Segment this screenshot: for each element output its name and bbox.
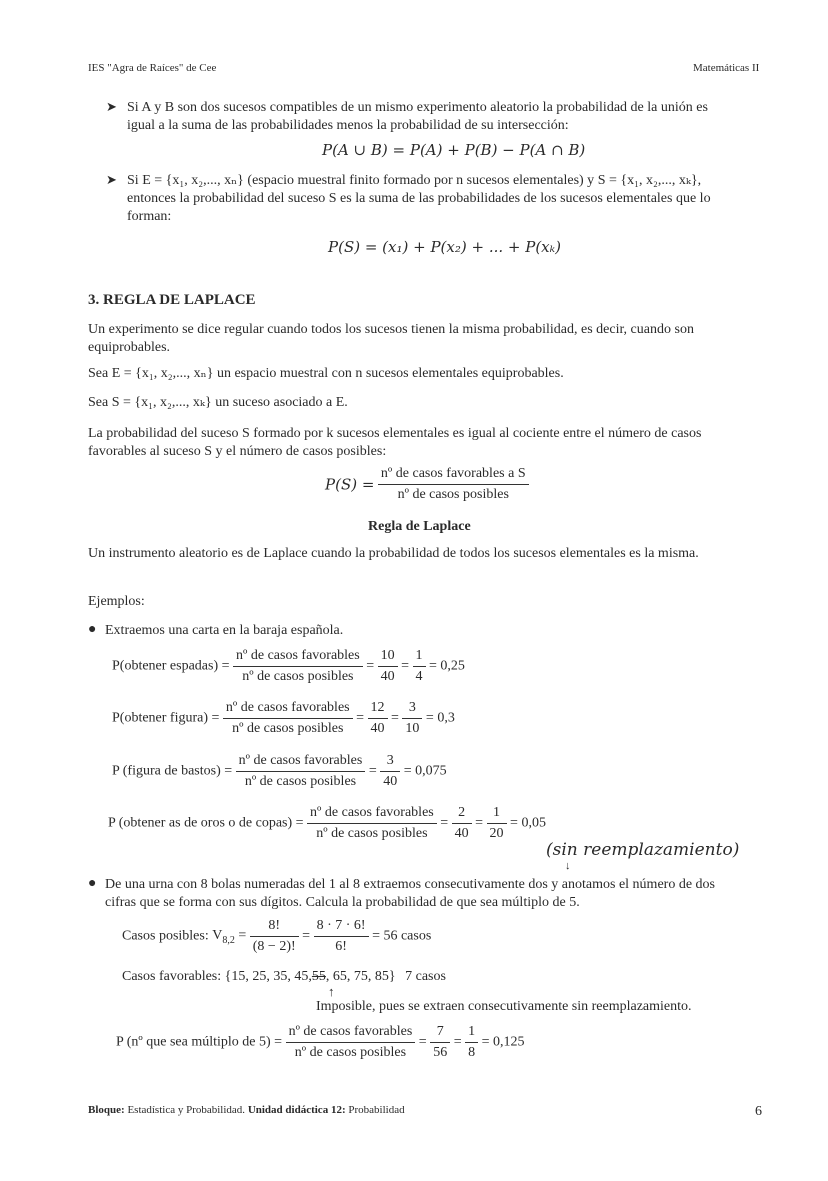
sea-label: Sea <box>88 395 109 410</box>
fraction-numerator: nº de casos favorables <box>233 648 363 667</box>
variation-subscript: 8,2 <box>222 934 235 946</box>
paragraph-regular <box>88 321 768 357</box>
sea-e-text: un espacio muestral con n sucesos elementales equiprobables. <box>216 366 564 381</box>
fraction-denominator: 4 <box>415 669 423 684</box>
bastos-lhs: P (figura de bastos) = <box>112 763 233 779</box>
fraction-denominator: nº de casos posibles <box>294 1045 407 1060</box>
multiplo-result: = 0,125 <box>481 1034 525 1050</box>
variation-symbol: V <box>212 927 223 943</box>
example-bastos: P (figura de bastos) = $\frac{\text{nº de casos favorables}}{\text{nº de casos posibles}}$ = $\frac{3}{40}$ = 0,075 <box>112 753 447 789</box>
fraction-denominator: 8 <box>468 1045 476 1060</box>
fraction-denominator: nº de casos posibles <box>242 669 354 684</box>
as-fraction-2 <box>487 805 507 842</box>
fraction-numerator: 8 · 7 · 6! <box>314 918 369 937</box>
as-fraction-main <box>307 805 437 842</box>
laplace-denominator: nº de casos posibles <box>397 487 509 502</box>
paragraph-probability <box>88 425 768 461</box>
fraction-numerator: nº de casos favorables <box>307 805 437 824</box>
fraction-denominator: nº de casos posibles <box>232 721 344 736</box>
espadas-fraction-2 <box>413 648 426 685</box>
example1-intro: Extraemos una carta en la baraja española. <box>105 623 344 638</box>
footer-bloque-label: Bloque: <box>88 1104 125 1116</box>
casos-favorables <box>122 969 446 985</box>
casos-posibles-fraction-2 <box>314 918 369 955</box>
paragraph-instrument: Un instrumento aleatorio es de Laplace cuando la probabilidad de todos los sucesos elementales es la misma. <box>88 546 699 561</box>
bullet-sum <box>127 172 768 226</box>
as-lhs: P (obtener as de oros o de copas) = <box>108 815 304 831</box>
example-espadas: P(obtener espadas) = $\frac{\text{nº de casos favorables}}{\text{nº de casos posibles}}$ = $\frac{10}{40}$ = $\frac{1}{4}$ = 0,25 <box>112 648 465 684</box>
handwritten-note: (sin reemplazamiento) <box>546 840 740 860</box>
as-result: = 0,05 <box>510 815 546 831</box>
example2-line2: cifras que se forma con sus dígitos. Calcula la probabilidad de que sea múltiplo de 5. <box>105 895 580 910</box>
fraction-denominator: 6! <box>335 939 347 954</box>
page-number: 6 <box>755 1104 762 1119</box>
example2-intro <box>105 876 768 912</box>
fraction-denominator: 40 <box>454 826 469 841</box>
struck-number: 55 <box>311 969 326 984</box>
casos-posibles-fraction-1 <box>250 918 299 955</box>
example-figura: P(obtener figura) = $\frac{\text{nº de casos favorables}}{\text{nº de casos posibles}}$ = $\frac{12}{40}$ = $\frac{3}{10}$ = 0,3 <box>112 700 455 736</box>
casos-favorables-count: 7 casos <box>405 969 446 984</box>
arrow-bullet-icon: ➤ <box>106 172 117 187</box>
espadas-result: = 0,25 <box>429 658 465 674</box>
fraction-denominator: 40 <box>383 774 398 789</box>
formula-sum: P(S) = (x₁) + P(x₂) + ... + P(xₖ) <box>328 238 561 256</box>
fraction-numerator: 1 <box>465 1024 478 1043</box>
fraction-numerator: nº de casos favorables <box>223 700 353 719</box>
fraction-numerator: 12 <box>368 700 388 719</box>
bullet-sum-line3: forman: <box>127 209 172 224</box>
down-arrow-icon: ↓ <box>565 860 571 872</box>
multiplo-fraction-1 <box>430 1024 450 1061</box>
casos-posibles-result: = 56 casos <box>372 928 432 944</box>
bullet-union-line1: Si A y B son dos sucesos compatibles de un mismo experimento aleatorio la probabilidad de la unión es <box>127 100 708 115</box>
paragraph-sea-s <box>88 394 768 412</box>
casos-favorables-label: Casos favorables: <box>122 969 222 984</box>
footer-unidad-text: Probabilidad <box>348 1104 405 1116</box>
casos-posibles: Casos posibles: $V_{8,2}$ = $\frac{8!}{(8 - 2)!}$ = $\frac{8 \cdot 7 \cdot 6!}{6!}$ = 56 casos <box>122 918 432 954</box>
bastos-result: = 0,075 <box>403 763 447 779</box>
as-fraction-1 <box>452 805 472 842</box>
sea-label: Sea <box>88 366 109 381</box>
section-title: 3. REGLA DE LAPLACE <box>88 292 256 308</box>
fraction-numerator: 8! <box>250 918 299 937</box>
set-e-laplace: E = {x₁, x₂,..., xₙ} <box>111 366 214 381</box>
multiplo-fraction-main <box>286 1024 416 1061</box>
examples-title: Ejemplos: <box>88 594 145 609</box>
bullet-dot-icon: ● <box>88 622 97 637</box>
set-e: E = {x₁, x₂,..., xₙ} <box>142 173 244 188</box>
bastos-fraction-main <box>236 753 366 790</box>
set-s: S = {x₁, x₂,..., xₖ}, <box>597 173 702 188</box>
espadas-fraction-1 <box>378 648 398 685</box>
laplace-fraction <box>378 466 529 503</box>
arrow-bullet-icon: ➤ <box>106 99 117 114</box>
fraction-denominator: nº de casos posibles <box>244 774 357 789</box>
bastos-fraction-1 <box>380 753 400 790</box>
paragraph-regular-line2: equiprobables. <box>88 340 171 355</box>
multiplo-fraction-2 <box>465 1024 478 1061</box>
fraction-numerator: 1 <box>413 648 426 667</box>
fraction-numerator: 10 <box>378 648 398 667</box>
paragraph-probability-line2: favorables al suceso S y el número de casos posibles: <box>88 444 387 459</box>
laplace-numerator: nº de casos favorables a S <box>378 466 529 485</box>
casos-favorables-set: {15, 25, 35, 45, <box>224 969 312 984</box>
fraction-denominator: 40 <box>380 669 395 684</box>
fraction-numerator: 3 <box>402 700 422 719</box>
header-left: IES "Agra de Raíces" de Cee <box>88 62 217 74</box>
multiplo-lhs: P (nº que sea múltiplo de 5) = <box>116 1034 283 1050</box>
espadas-fraction-main <box>233 648 363 685</box>
formula-laplace <box>325 466 529 503</box>
fraction-numerator: 3 <box>380 753 400 772</box>
fraction-numerator: 1 <box>487 805 507 824</box>
figura-result: = 0,3 <box>425 710 455 726</box>
espadas-lhs: P(obtener espadas) = <box>112 658 230 674</box>
bullet-union-line2: igual a la suma de las probabilidades menos la probabilidad de su intersección: <box>127 118 569 133</box>
paragraph-probability-line1: La probabilidad del suceso S formado por k sucesos elementales es igual al cociente entre el número de casos <box>88 426 702 441</box>
bullet-union <box>127 99 768 135</box>
sea-s-text: un suceso asociado a E. <box>215 395 348 410</box>
footer-bloque-text: Estadística y Probabilidad. <box>127 1104 246 1116</box>
figura-fraction-1 <box>368 700 388 737</box>
fraction-denominator: (8 − 2)! <box>252 939 296 954</box>
fraction-denominator: 40 <box>370 721 385 736</box>
fraction-denominator: 20 <box>489 826 504 841</box>
bullet-sum-text: (espacio muestral finito formado por n sucesos elementales) y <box>247 173 595 188</box>
figura-fraction-main <box>223 700 353 737</box>
example-multiplo: P (nº que sea múltiplo de 5) = $\frac{\text{nº de casos favorables}}{\text{nº de casos posibles}}$ = $\frac{7}{56}$ = $\frac{1}{8}$ = 0,125 <box>116 1024 525 1060</box>
fraction-numerator: 2 <box>452 805 472 824</box>
fraction-denominator: nº de casos posibles <box>316 826 428 841</box>
casos-favorables-set-end: , 65, 75, 85} <box>325 969 396 984</box>
fraction-numerator: 7 <box>430 1024 450 1043</box>
fraction-numerator: nº de casos favorables <box>286 1024 416 1043</box>
bullet-sum-line2: entonces la probabilidad del suceso S es la suma de las probabilidades de los sucesos elementales que lo <box>127 191 711 206</box>
imposible-note: Imposible, pues se extraen consecutivamente sin reemplazamiento. <box>316 999 692 1014</box>
footer-unidad-label: Unidad didáctica 12: <box>247 1104 346 1116</box>
bullet-dot-icon: ● <box>88 876 97 891</box>
up-arrow-icon: ↑ <box>328 984 335 999</box>
header-right: Matemáticas II <box>693 62 760 74</box>
footer-left <box>88 1104 405 1116</box>
laplace-lhs: P(S) = <box>325 475 375 494</box>
example2-line1: De una urna con 8 bolas numeradas del 1 al 8 extraemos consecutivamente dos y anotamos el número de dos <box>105 877 715 892</box>
paragraph-sea-e <box>88 365 768 383</box>
bullet-sum-si: Si <box>127 173 139 188</box>
figura-lhs: P(obtener figura) = <box>112 710 220 726</box>
fraction-numerator: nº de casos favorables <box>236 753 366 772</box>
fraction-denominator: 56 <box>433 1045 448 1060</box>
paragraph-regular-line1: Un experimento se dice regular cuando todos los sucesos tienen la misma probabilidad, es decir, cuando son <box>88 322 694 337</box>
laplace-caption: Regla de Laplace <box>368 519 471 534</box>
example-as: P (obtener as de oros o de copas) = $\frac{\text{nº de casos favorables}}{\text{nº de casos posibles}}$ = $\frac{2}{40}$ = $\frac{1}{20}$ = 0,05 <box>108 805 546 841</box>
casos-posibles-label: Casos posibles: <box>122 928 209 944</box>
fraction-denominator: 10 <box>405 721 420 736</box>
formula-union: P(A ∪ B) = P(A) + P(B) − P(A ∩ B) <box>322 141 586 159</box>
figura-fraction-2 <box>402 700 422 737</box>
set-s-laplace: S = {x₁, x₂,..., xₖ} <box>111 395 212 410</box>
